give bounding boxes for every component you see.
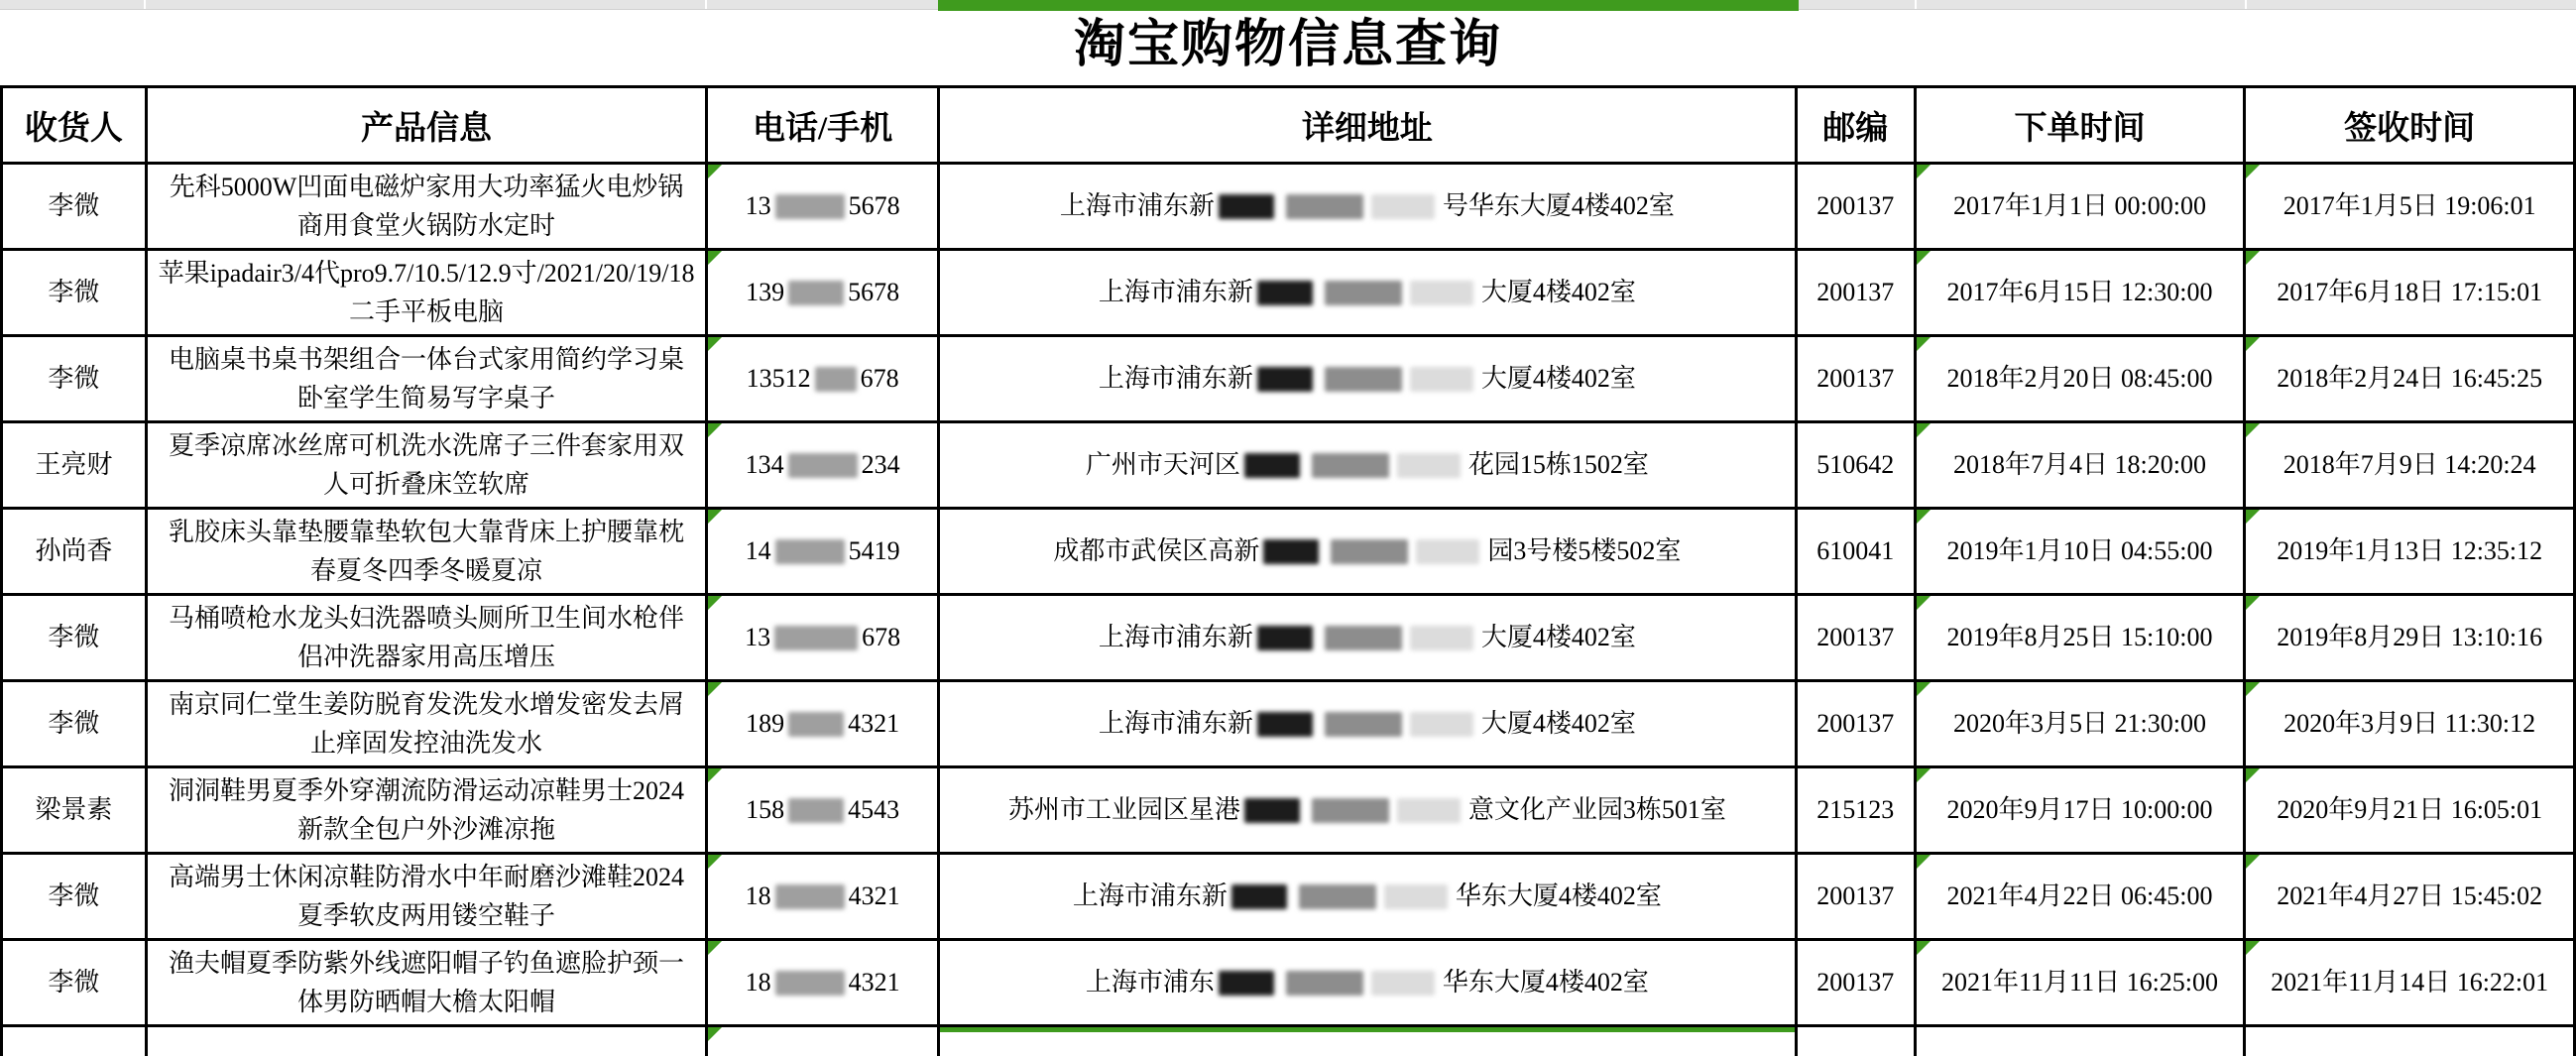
- cell-sign-time[interactable]: [2245, 1026, 2575, 1056]
- cell-recipient[interactable]: [2, 250, 147, 336]
- table-row-partial: [2, 1026, 2575, 1056]
- phone-suffix-text: 5678: [848, 191, 900, 221]
- table-row: [2, 422, 2575, 509]
- cell-address[interactable]: [939, 854, 1797, 940]
- cell-product[interactable]: [146, 422, 706, 509]
- error-indicator-icon: [708, 941, 722, 955]
- phone-prefix-text: 189: [746, 709, 785, 739]
- cell-postal[interactable]: [1796, 1026, 1915, 1056]
- product-text: 高端男士休闲凉鞋防滑水中年耐磨沙滩鞋2024夏季软皮两用镂空鞋子: [169, 863, 685, 930]
- cell-product[interactable]: [146, 767, 706, 854]
- cell-phone[interactable]: [707, 164, 939, 250]
- table-row: [2, 767, 2575, 854]
- cell-sign-time[interactable]: [2245, 681, 2575, 767]
- product-text: 电脑桌书桌书架组合一体台式家用简约学习桌卧室学生简易写字桌子: [169, 345, 685, 412]
- table-row: [2, 681, 2575, 767]
- postal-text: 510642: [1816, 450, 1895, 480]
- cell-order-time[interactable]: [1915, 681, 2245, 767]
- cell-phone[interactable]: [707, 854, 939, 940]
- redaction-blur: [1219, 194, 1274, 219]
- cell-phone[interactable]: [707, 767, 939, 854]
- sign-time-text: 2020年3月9日 11:30:12: [2283, 709, 2536, 739]
- cell-sign-time[interactable]: [2245, 767, 2575, 854]
- cell-postal[interactable]: [1796, 595, 1915, 681]
- recipient-text: 李微: [48, 709, 100, 739]
- cell-order-time[interactable]: [1915, 854, 2245, 940]
- error-indicator-icon: [708, 165, 722, 178]
- error-indicator-icon: [2246, 337, 2260, 351]
- redaction-blur: [775, 539, 845, 564]
- table-row: [2, 940, 2575, 1026]
- cell-phone[interactable]: [707, 422, 939, 509]
- product-text: 乳胶床头靠垫腰靠垫软包大靠背床上护腰靠枕春夏冬四季冬暖夏凉: [169, 518, 685, 585]
- redaction-blur: [1263, 539, 1319, 564]
- table-row: [2, 164, 2575, 250]
- recipient-text: 李微: [48, 881, 100, 911]
- phone-suffix-text: 4321: [848, 709, 900, 739]
- redaction-blur: [1231, 884, 1287, 909]
- phone-suffix-text: 678: [862, 623, 901, 652]
- col-header-product[interactable]: 产品信息: [146, 87, 706, 164]
- redaction-blur: [1257, 281, 1313, 305]
- error-indicator-icon: [2246, 165, 2260, 178]
- address-prefix-text: 广州市天河区: [1085, 450, 1240, 480]
- orders-tbody: [2, 164, 2575, 1056]
- cell-address[interactable]: [939, 767, 1797, 854]
- postal-text: 200137: [1816, 191, 1895, 221]
- cell-phone[interactable]: [707, 509, 939, 595]
- phone-prefix-text: 14: [745, 536, 771, 566]
- redaction-blur: [1325, 712, 1402, 737]
- error-indicator-icon: [2246, 510, 2260, 524]
- orders-table: [0, 85, 2576, 1056]
- cell-order-time[interactable]: [1915, 940, 2245, 1026]
- address-suffix-text: 大厦4楼402室: [1480, 623, 1636, 652]
- address-suffix-text: 号华东大厦4楼402室: [1442, 191, 1675, 221]
- recipient-text: 李微: [48, 968, 100, 998]
- cell-postal[interactable]: [1796, 854, 1915, 940]
- phone-prefix-text: 13: [745, 623, 771, 652]
- cell-address[interactable]: [939, 336, 1797, 422]
- redaction-blur: [1312, 453, 1389, 478]
- cell-sign-time[interactable]: [2245, 854, 2575, 940]
- address-suffix-text: 意文化产业园3栋501室: [1467, 795, 1726, 825]
- cell-recipient[interactable]: [2, 336, 147, 422]
- address-suffix-text: 华东大厦4楼402室: [1455, 881, 1662, 911]
- redaction-blur: [1397, 798, 1461, 823]
- phone-prefix-text: 13: [745, 191, 771, 221]
- cell-product[interactable]: [146, 1026, 706, 1056]
- error-indicator-icon: [708, 337, 722, 351]
- error-indicator-icon: [1917, 768, 1931, 782]
- postal-text: 200137: [1816, 881, 1895, 911]
- redaction-blur: [788, 281, 844, 305]
- cell-sign-time[interactable]: [2245, 336, 2575, 422]
- cell-postal[interactable]: [1796, 681, 1915, 767]
- product-text: 南京同仁堂生姜防脱育发洗发水增发密发去屑止痒固发控油洗发水: [169, 690, 685, 758]
- redaction-blur: [1219, 971, 1274, 996]
- sign-time-text: 2017年6月18日 17:15:01: [2277, 278, 2543, 307]
- error-indicator-icon: [1917, 855, 1931, 869]
- error-indicator-icon: [708, 423, 722, 437]
- error-indicator-icon: [2246, 423, 2260, 437]
- error-indicator-icon: [708, 768, 722, 782]
- redaction-blur: [1257, 626, 1313, 650]
- cell-sign-time[interactable]: [2245, 422, 2575, 509]
- cell-recipient[interactable]: [2, 681, 147, 767]
- cell-address[interactable]: [939, 250, 1797, 336]
- sign-time-text: 2017年1月5日 19:06:01: [2283, 191, 2536, 221]
- col-header-address[interactable]: 详细地址: [939, 87, 1797, 164]
- postal-text: 200137: [1816, 364, 1895, 394]
- cell-phone[interactable]: [707, 250, 939, 336]
- address-suffix-text: 园3号楼5楼502室: [1487, 536, 1682, 566]
- redaction-blur: [1325, 626, 1402, 650]
- phone-prefix-text: 13512: [746, 364, 811, 394]
- phone-suffix-text: 4321: [848, 968, 900, 998]
- address-suffix-text: 华东大厦4楼402室: [1442, 968, 1649, 998]
- table-row: [2, 336, 2575, 422]
- cell-order-time[interactable]: [1915, 422, 2245, 509]
- redaction-blur: [1257, 367, 1313, 392]
- address-prefix-text: 上海市浦东新: [1072, 881, 1228, 911]
- order-time-text: 2021年4月22日 06:45:00: [1946, 881, 2213, 911]
- error-indicator-icon: [1917, 596, 1931, 610]
- error-indicator-icon: [708, 1027, 722, 1041]
- phone-prefix-text: 158: [746, 795, 785, 825]
- cell-product[interactable]: [146, 940, 706, 1026]
- error-indicator-icon: [1917, 423, 1931, 437]
- redaction-blur: [1325, 367, 1402, 392]
- recipient-text: 李微: [48, 191, 100, 221]
- redaction-blur: [1257, 712, 1313, 737]
- postal-text: 610041: [1816, 536, 1895, 566]
- phone-prefix-text: 134: [745, 450, 784, 480]
- cell-phone[interactable]: [707, 336, 939, 422]
- cell-recipient[interactable]: [2, 1026, 147, 1056]
- cell-sign-time[interactable]: [2245, 164, 2575, 250]
- order-time-text: 2020年9月17日 10:00:00: [1946, 795, 2213, 825]
- cell-product[interactable]: [146, 164, 706, 250]
- cell-product[interactable]: [146, 854, 706, 940]
- cell-postal[interactable]: [1796, 250, 1915, 336]
- phone-suffix-text: 5678: [848, 278, 900, 307]
- recipient-text: 王亮财: [35, 450, 113, 480]
- redaction-blur: [1416, 539, 1479, 564]
- address-prefix-text: 上海市浦东: [1085, 968, 1215, 998]
- error-indicator-icon: [1917, 337, 1931, 351]
- phone-suffix-text: 678: [860, 364, 899, 394]
- recipient-text: 梁景素: [35, 795, 113, 825]
- col-header-sign-time[interactable]: 签收时间: [2245, 87, 2575, 164]
- cell-address[interactable]: [939, 940, 1797, 1026]
- redaction-blur: [1371, 194, 1435, 219]
- redaction-blur: [1331, 539, 1408, 564]
- address-prefix-text: 上海市浦东新: [1098, 709, 1253, 739]
- cell-address[interactable]: [939, 681, 1797, 767]
- cell-order-time[interactable]: [1915, 164, 2245, 250]
- address-prefix-text: 苏州市工业园区星港: [1007, 795, 1240, 825]
- error-indicator-icon: [708, 251, 722, 265]
- error-indicator-icon: [2246, 768, 2260, 782]
- redaction-blur: [788, 798, 844, 823]
- cell-postal[interactable]: [1796, 509, 1915, 595]
- cell-phone[interactable]: [707, 681, 939, 767]
- redaction-blur: [1371, 971, 1435, 996]
- address-suffix-text: 大厦4楼402室: [1480, 278, 1636, 307]
- product-text: 渔夫帽夏季防紫外线遮阳帽子钓鱼遮脸护颈一体男防晒帽大檐太阳帽: [169, 949, 685, 1016]
- recipient-text: 李微: [48, 623, 100, 652]
- cell-recipient[interactable]: [2, 509, 147, 595]
- col-header-recipient[interactable]: 收货人: [2, 87, 147, 164]
- phone-prefix-text: 139: [746, 278, 785, 307]
- error-indicator-icon: [1917, 251, 1931, 265]
- phone-suffix-text: 5419: [848, 536, 900, 566]
- cell-postal[interactable]: [1796, 164, 1915, 250]
- error-indicator-icon: [2246, 941, 2260, 955]
- sign-time-text: 2019年8月29日 13:10:16: [2277, 623, 2543, 652]
- recipient-text: 孙尚香: [35, 536, 113, 566]
- redaction-blur: [1410, 712, 1473, 737]
- redaction-blur: [1397, 453, 1461, 478]
- redaction-blur: [815, 367, 857, 392]
- address-suffix-text: 花园15栋1502室: [1467, 450, 1649, 480]
- page-title: 淘宝购物信息查询: [1073, 17, 1502, 73]
- product-text: 苹果ipadair3/4代pro9.7/10.5/12.9寸/2021/20/19/18二手平板电脑: [158, 259, 695, 326]
- recipient-text: 李微: [48, 364, 100, 394]
- address-suffix-text: 大厦4楼402室: [1480, 364, 1636, 394]
- order-time-text: 2020年3月5日 21:30:00: [1953, 709, 2206, 739]
- cell-address[interactable]: [939, 595, 1797, 681]
- product-text: 先科5000W凹面电磁炉家用大功率猛火电炒锅商用食堂火锅防水定时: [169, 173, 684, 240]
- cell-product[interactable]: [146, 336, 706, 422]
- sign-time-text: 2020年9月21日 16:05:01: [2277, 795, 2543, 825]
- phone-suffix-text: 4321: [848, 881, 900, 911]
- cell-phone[interactable]: [707, 595, 939, 681]
- address-prefix-text: 上海市浦东新: [1059, 191, 1215, 221]
- address-prefix-text: 上海市浦东新: [1098, 278, 1253, 307]
- error-indicator-icon: [708, 682, 722, 696]
- sign-time-text: 2018年7月9日 14:20:24: [2283, 450, 2536, 480]
- redaction-blur: [1244, 798, 1300, 823]
- redaction-blur: [1286, 194, 1363, 219]
- cell-sign-time[interactable]: [2245, 940, 2575, 1026]
- error-indicator-icon: [708, 596, 722, 610]
- error-indicator-icon: [708, 855, 722, 869]
- cell-sign-time[interactable]: [2245, 509, 2575, 595]
- redaction-blur: [1299, 884, 1376, 909]
- cell-order-time[interactable]: [1915, 509, 2245, 595]
- redaction-blur: [1286, 971, 1363, 996]
- postal-text: 200137: [1816, 278, 1895, 307]
- product-text: 夏季凉席冰丝席可机洗水洗席子三件套家用双人可折叠床笠软席: [169, 431, 685, 499]
- product-text: 洞洞鞋男夏季外穿潮流防滑运动凉鞋男士2024新款全包户外沙滩凉拖: [169, 776, 685, 844]
- table-row: [2, 854, 2575, 940]
- redaction-blur: [775, 971, 845, 996]
- cell-product[interactable]: [146, 509, 706, 595]
- phone-prefix-text: 18: [745, 881, 771, 911]
- order-time-text: 2017年6月15日 12:30:00: [1946, 278, 2213, 307]
- redaction-blur: [774, 626, 858, 650]
- order-time-text: 2019年8月25日 15:10:00: [1946, 623, 2213, 652]
- cell-phone[interactable]: [707, 940, 939, 1026]
- redaction-blur: [1325, 281, 1402, 305]
- error-indicator-icon: [708, 510, 722, 524]
- sign-time-text: 2021年4月27日 15:45:02: [2277, 881, 2543, 911]
- cell-order-time[interactable]: [1915, 595, 2245, 681]
- phone-suffix-text: 234: [861, 450, 900, 480]
- cell-postal[interactable]: [1796, 767, 1915, 854]
- cell-postal[interactable]: [1796, 336, 1915, 422]
- cell-recipient[interactable]: [2, 595, 147, 681]
- cell-product[interactable]: [146, 681, 706, 767]
- redaction-blur: [788, 712, 844, 737]
- error-indicator-icon: [2246, 596, 2260, 610]
- address-prefix-text: 上海市浦东新: [1098, 623, 1253, 652]
- error-indicator-icon: [1917, 682, 1931, 696]
- redaction-blur: [788, 453, 858, 478]
- redaction-blur: [1410, 281, 1473, 305]
- error-indicator-icon: [2246, 682, 2260, 696]
- cell-product[interactable]: [146, 250, 706, 336]
- sign-time-text: 2021年11月14日 16:22:01: [2271, 968, 2549, 998]
- cell-product[interactable]: [146, 595, 706, 681]
- sign-time-text: 2019年1月13日 12:35:12: [2277, 536, 2543, 566]
- order-time-text: 2019年1月10日 04:55:00: [1946, 536, 2213, 566]
- postal-text: 200137: [1816, 623, 1895, 652]
- cell-recipient[interactable]: [2, 422, 147, 509]
- cell-address[interactable]: [939, 422, 1797, 509]
- redaction-blur: [775, 884, 845, 909]
- col-header-phone[interactable]: 电话/手机: [707, 87, 939, 164]
- order-time-text: 2018年2月20日 08:45:00: [1946, 364, 2213, 394]
- sign-time-text: 2018年2月24日 16:45:25: [2277, 364, 2543, 394]
- cell-sign-time[interactable]: [2245, 250, 2575, 336]
- cell-sign-time[interactable]: [2245, 595, 2575, 681]
- redaction-blur: [1410, 367, 1473, 392]
- product-text: 马桶喷枪水龙头妇洗器喷头厕所卫生间水枪伴侣冲洗器家用高压增压: [169, 604, 685, 671]
- address-prefix-text: 成都市武侯区高新: [1053, 536, 1260, 566]
- error-indicator-icon: [2246, 855, 2260, 869]
- error-indicator-icon: [1917, 941, 1931, 955]
- phone-prefix-text: 18: [745, 968, 771, 998]
- order-time-text: 2018年7月4日 18:20:00: [1953, 450, 2206, 480]
- cell-order-time[interactable]: [1915, 250, 2245, 336]
- redaction-blur: [1410, 626, 1473, 650]
- recipient-text: 李微: [48, 278, 100, 307]
- cell-recipient[interactable]: [2, 767, 147, 854]
- table-row: [2, 509, 2575, 595]
- cell-recipient[interactable]: [2, 940, 147, 1026]
- postal-text: 215123: [1816, 795, 1895, 825]
- error-indicator-icon: [1917, 510, 1931, 524]
- cell-address[interactable]: [939, 1026, 1797, 1056]
- error-indicator-icon: [2246, 251, 2260, 265]
- phone-suffix-text: 4543: [848, 795, 900, 825]
- cell-recipient[interactable]: [2, 854, 147, 940]
- cell-order-time[interactable]: [1915, 1026, 2245, 1056]
- table-row: [2, 595, 2575, 681]
- redaction-blur: [1384, 884, 1448, 909]
- cell-order-time[interactable]: [1915, 336, 2245, 422]
- order-time-text: 2021年11月11日 16:25:00: [1941, 968, 2219, 998]
- redaction-blur: [1312, 798, 1389, 823]
- cell-address[interactable]: [939, 164, 1797, 250]
- header-row: [2, 87, 2575, 164]
- address-suffix-text: 大厦4楼402室: [1480, 709, 1636, 739]
- error-indicator-icon: [1917, 165, 1931, 178]
- cell-recipient[interactable]: [2, 164, 147, 250]
- postal-text: 200137: [1816, 968, 1895, 998]
- order-time-text: 2017年1月1日 00:00:00: [1953, 191, 2206, 221]
- col-header-postal[interactable]: 邮编: [1796, 87, 1915, 164]
- table-row: [2, 250, 2575, 336]
- address-prefix-text: 上海市浦东新: [1098, 364, 1253, 394]
- cell-postal[interactable]: [1796, 422, 1915, 509]
- cell-postal[interactable]: [1796, 940, 1915, 1026]
- postal-text: 200137: [1816, 709, 1895, 739]
- cell-phone[interactable]: [707, 1026, 939, 1056]
- cell-address[interactable]: [939, 509, 1797, 595]
- cell-order-time[interactable]: [1915, 767, 2245, 854]
- redaction-blur: [775, 194, 845, 219]
- redaction-blur: [1244, 453, 1300, 478]
- col-header-order-time[interactable]: 下单时间: [1915, 87, 2245, 164]
